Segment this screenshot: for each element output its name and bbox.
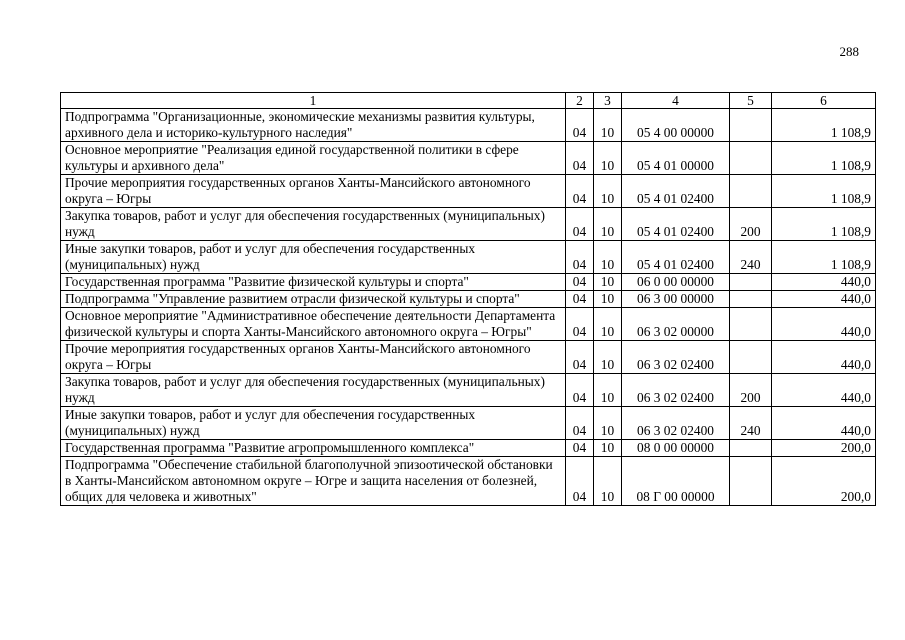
table-row	[61, 440, 876, 457]
cell-name: Государственная программа "Развитие агропромышленного комплекса"	[61, 440, 566, 457]
cell-rz: 04	[566, 175, 594, 208]
cell-sum: 200,0	[772, 457, 876, 506]
cell-sum: 1 108,9	[772, 241, 876, 274]
header-col-3: 3	[594, 93, 622, 109]
cell-name: Иные закупки товаров, работ и услуг для обеспечения государственных (муниципальных) нужд	[61, 407, 566, 440]
budget-table	[60, 92, 876, 506]
cell-pr: 10	[594, 440, 622, 457]
cell-vr: 240	[730, 241, 772, 274]
cell-vr	[730, 142, 772, 175]
cell-csr: 06 0 00 00000	[622, 274, 730, 291]
cell-vr: 200	[730, 374, 772, 407]
cell-sum: 1 108,9	[772, 142, 876, 175]
cell-rz: 04	[566, 241, 594, 274]
cell-vr	[730, 109, 772, 142]
cell-vr	[730, 308, 772, 341]
cell-pr: 10	[594, 291, 622, 308]
cell-sum: 1 108,9	[772, 175, 876, 208]
header-col-1: 1	[61, 93, 566, 109]
table-row	[61, 341, 876, 374]
cell-sum: 440,0	[772, 274, 876, 291]
cell-rz: 04	[566, 274, 594, 291]
cell-vr	[730, 341, 772, 374]
cell-sum: 440,0	[772, 341, 876, 374]
cell-rz: 04	[566, 374, 594, 407]
table-row	[61, 241, 876, 274]
header-col-6: 6	[772, 93, 876, 109]
cell-pr: 10	[594, 274, 622, 291]
cell-name: Подпрограмма "Обеспечение стабильной благополучной эпизоотической обстановки в Ханты-Мансийском автономном округе – Югре и защита населения от болезней, общих для человека и животных"	[61, 457, 566, 506]
cell-csr: 08 0 00 00000	[622, 440, 730, 457]
cell-vr	[730, 274, 772, 291]
cell-vr	[730, 457, 772, 506]
cell-name: Прочие мероприятия государственных органов Ханты-Мансийского автономного округа – Югры	[61, 341, 566, 374]
table-row	[61, 208, 876, 241]
cell-rz: 04	[566, 440, 594, 457]
header-col-4: 4	[622, 93, 730, 109]
header-col-5: 5	[730, 93, 772, 109]
cell-csr: 05 4 01 02400	[622, 241, 730, 274]
cell-sum: 1 108,9	[772, 208, 876, 241]
cell-pr: 10	[594, 175, 622, 208]
cell-pr: 10	[594, 241, 622, 274]
cell-csr: 05 4 01 02400	[622, 175, 730, 208]
cell-name: Прочие мероприятия государственных органов Ханты-Мансийского автономного округа – Югры	[61, 175, 566, 208]
cell-name: Подпрограмма "Управление развитием отрасли физической культуры и спорта"	[61, 291, 566, 308]
cell-rz: 04	[566, 142, 594, 175]
cell-rz: 04	[566, 457, 594, 506]
cell-vr	[730, 291, 772, 308]
cell-rz: 04	[566, 341, 594, 374]
cell-name: Государственная программа "Развитие физической культуры и спорта"	[61, 274, 566, 291]
cell-sum: 440,0	[772, 308, 876, 341]
cell-name: Основное мероприятие "Реализация единой государственной политики в сфере культуры и архивного дела"	[61, 142, 566, 175]
cell-pr: 10	[594, 208, 622, 241]
cell-pr: 10	[594, 308, 622, 341]
table-row	[61, 109, 876, 142]
table-row	[61, 374, 876, 407]
cell-sum: 1 108,9	[772, 109, 876, 142]
cell-pr: 10	[594, 374, 622, 407]
cell-name: Основное мероприятие "Административное обеспечение деятельности Департамента физической культуры и спорта Ханты-Мансийского автономного округа – Югры"	[61, 308, 566, 341]
cell-vr: 200	[730, 208, 772, 241]
cell-csr: 08 Г 00 00000	[622, 457, 730, 506]
cell-name: Закупка товаров, работ и услуг для обеспечения государственных (муниципальных) нужд	[61, 208, 566, 241]
cell-sum: 440,0	[772, 291, 876, 308]
cell-csr: 06 3 02 02400	[622, 374, 730, 407]
cell-sum: 440,0	[772, 407, 876, 440]
cell-name: Иные закупки товаров, работ и услуг для обеспечения государственных (муниципальных) нужд	[61, 241, 566, 274]
cell-pr: 10	[594, 457, 622, 506]
cell-csr: 06 3 02 00000	[622, 308, 730, 341]
cell-csr: 05 4 01 00000	[622, 142, 730, 175]
cell-pr: 10	[594, 142, 622, 175]
cell-csr: 05 4 00 00000	[622, 109, 730, 142]
cell-sum: 200,0	[772, 440, 876, 457]
cell-rz: 04	[566, 208, 594, 241]
cell-vr: 240	[730, 407, 772, 440]
cell-csr: 06 3 02 02400	[622, 341, 730, 374]
table-row	[61, 142, 876, 175]
header-row	[61, 93, 876, 109]
table-row	[61, 291, 876, 308]
cell-csr: 05 4 01 02400	[622, 208, 730, 241]
table-row	[61, 274, 876, 291]
table-row	[61, 175, 876, 208]
cell-vr	[730, 440, 772, 457]
cell-rz: 04	[566, 407, 594, 440]
cell-rz: 04	[566, 308, 594, 341]
cell-rz: 04	[566, 109, 594, 142]
cell-vr	[730, 175, 772, 208]
cell-pr: 10	[594, 341, 622, 374]
cell-sum: 440,0	[772, 374, 876, 407]
cell-csr: 06 3 02 02400	[622, 407, 730, 440]
table-row	[61, 407, 876, 440]
table-row	[61, 457, 876, 506]
page-number: 288	[839, 44, 859, 59]
cell-name: Закупка товаров, работ и услуг для обеспечения государственных (муниципальных) нужд	[61, 374, 566, 407]
cell-csr: 06 3 00 00000	[622, 291, 730, 308]
header-col-2: 2	[566, 93, 594, 109]
cell-name: Подпрограмма "Организационные, экономические механизмы развития культуры, архивного дела и историко-культурного наследия"	[61, 109, 566, 142]
cell-pr: 10	[594, 407, 622, 440]
cell-pr: 10	[594, 109, 622, 142]
cell-rz: 04	[566, 291, 594, 308]
table-row	[61, 308, 876, 341]
